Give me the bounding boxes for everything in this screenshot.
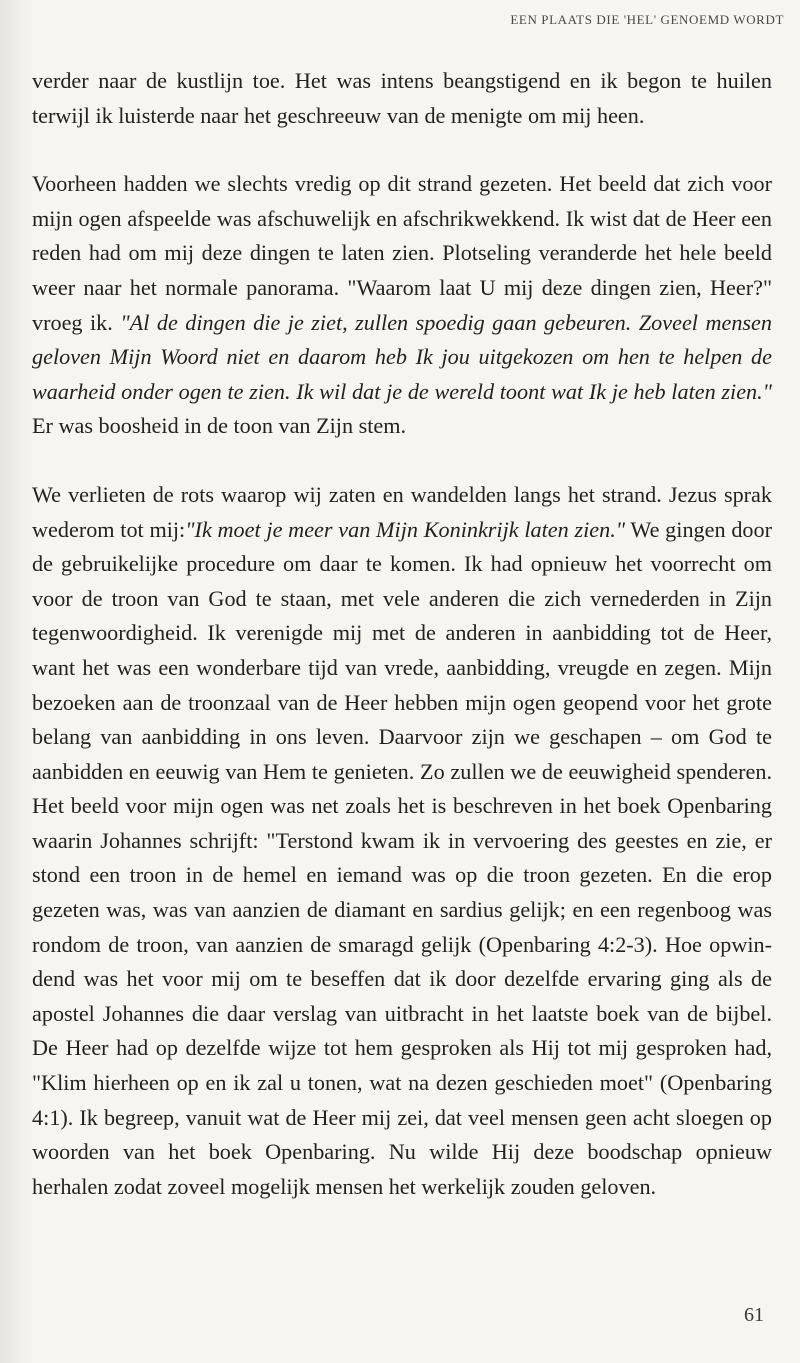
body-text [32,64,772,1204]
paragraph-3-run-3: We gingen door de gebruikelijke procedure om daar te komen. Ik had opnieuw het voorrecht om voor de troon van God te staan, met vele anderen die zich vernederden in Zijn tegenwoordigheid. Ik verenigde mij met de anderen in aanbidding tot de Heer, want het was een wonderbare tijd van vrede, aanbidding, vreugde en zegen. Mijn bezoeken aan de troonzaal van de Heer hebben mijn ogen geopend voor het grote belang van aanbidding in ons leven. Daarvoor zijn we geschapen – om God te aanbidden en eeuwig van Hem te genieten. Zo zullen we de eeuwigheid spenderen. Het beeld voor mijn ogen was net zoals het is beschreven in het boek Openbaring waarin Johannes schrijft: "Terstond kwam ik in vervoering des geestes en zie, er stond een troon in de hemel en iemand was op die troon gezeten. En die erop gezeten was, was van aanzien de diamant en sardius gelijk; en een regenboog was rondom de troon, van aanzien de smaragd gelijk (Openbaring 4:2-3). Hoe opwindend was het voor mij om te beseffen dat ik door dezelfde ervaring ging als de apostel Johannes die daar verslag van uitbracht in het laatste boek van de bijbel. De Heer had op dezelfde wijze tot hem gesproken als Hij tot mij gesproken had, "Klim hierheen op en ik zal u tonen, wat na dezen geschieden moet" (Openbaring 4:1). Ik begreep, vanuit wat de Heer mij zei, dat veel mensen geen acht sloegen op woorden van het boek Openbaring. Nu wilde Hij deze boodschap opnieuw herhalen zodat zoveel mogelijk mensen het werkelijk zouden geloven. [32,516,772,1199]
page-gutter-shadow [0,0,34,1363]
paragraph-3-run-1: We verlieten de rots waarop wij zaten en wandelden langs het strand. Jezus sprak wederom tot mij: [32,481,772,542]
running-head: EEN PLAATS DIE 'HEL' GENOEMD WORDT [510,12,784,27]
paragraph-3-run-2-italic: "Ik moet je meer van Mijn Koninkrijk laten zien." [185,516,626,542]
paragraph-3 [32,478,772,1204]
page-number: 61 [744,1304,764,1326]
paragraph-2-run-3: Er was boosheid in de toon van Zijn stem. [32,413,407,439]
paragraph-2-run-2-italic: "Al de dingen die je ziet, zullen spoedig gaan gebeuren. Zoveel mensen geloven Mijn Woord niet en daarom heb Ik jou uitgekozen om hen te helpen de waarheid onder ogen te zien. Ik wil dat je de wereld toont wat Ik je heb laten zien." [32,309,772,404]
paragraph-1 [32,64,772,133]
paragraph-2 [32,167,772,444]
paragraph-2-run-1: Voorheen hadden we slechts vredig op dit strand gezeten. Het beeld dat zich voor mijn ogen afspeelde was afschuwelijk en afschrikwekkend. Ik wist dat de Heer een reden had om mij deze dingen te laten zien. Plotseling veranderde het hele beeld weer naar het normale panorama. "Waarom laat U mij deze dingen zien, Heer?" vroeg ik. [32,171,772,335]
paragraph-1-run-1: verder naar de kustlijn toe. Het was intens beangstigend en ik begon te huilen terwijl ik luisterde naar het geschreeuw van de menigte om mij heen. [32,68,772,128]
